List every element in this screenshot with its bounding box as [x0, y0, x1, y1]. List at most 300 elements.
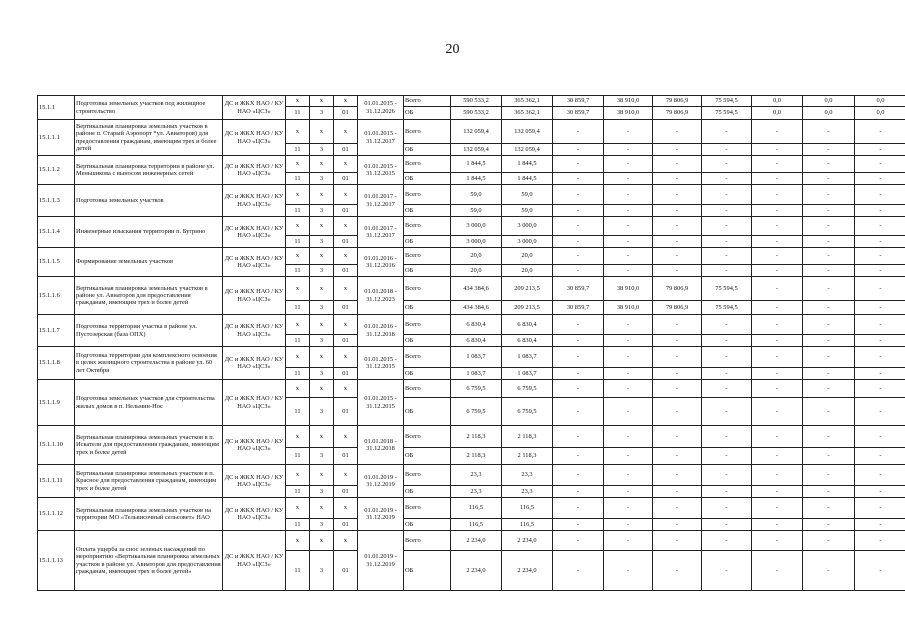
budget-code-a: 11 — [286, 519, 310, 531]
amount-cell: - — [752, 265, 803, 277]
amount-cell: - — [604, 173, 653, 185]
budget-code-b: 3 — [310, 265, 334, 277]
budget-code-c: x — [334, 217, 358, 236]
budget-code-a: 11 — [286, 265, 310, 277]
amount-cell: - — [604, 335, 653, 347]
amount-cell: - — [803, 205, 855, 217]
budget-code-b: x — [310, 120, 334, 144]
budget-table — [37, 95, 905, 591]
budget-code-c: x — [334, 531, 358, 551]
budget-code-b: x — [310, 217, 334, 236]
amount-cell: 6 759,5 — [502, 398, 553, 426]
budget-code-b: x — [310, 185, 334, 205]
budget-code-c: 01 — [334, 107, 358, 120]
budget-code-a: 11 — [286, 205, 310, 217]
amount-cell: 75 594,5 — [702, 277, 752, 301]
amount-cell: - — [803, 531, 855, 551]
amount-cell: 2 118,3 — [502, 426, 553, 448]
amount-cell: - — [553, 398, 604, 426]
amount-cell: - — [653, 315, 702, 335]
amount-cell: - — [803, 465, 855, 486]
item-name: Вертикальная планировка земельных участков в п. Красное для предоставления гражданам, имеющим трех и более детей — [75, 465, 223, 498]
item-period: 01.01.2017 - 31.12.2017 — [358, 217, 404, 248]
amount-cell: 116,5 — [451, 498, 502, 519]
item-code: 15.1.1.13 — [38, 531, 75, 591]
budget-code-a: x — [286, 498, 310, 519]
budget-code-a: 11 — [286, 335, 310, 347]
funding-source: Всего — [404, 465, 451, 486]
item-name: Подготовка земельных участков для строительства жилых домов в п. Нельмин-Нос — [75, 380, 223, 426]
amount-cell: - — [855, 236, 905, 248]
budget-code-a: x — [286, 120, 310, 144]
amount-cell: - — [553, 347, 604, 368]
amount-cell: 132 059,4 — [502, 144, 553, 156]
amount-cell: - — [702, 185, 752, 205]
amount-cell: 3 000,0 — [502, 236, 553, 248]
amount-cell: - — [604, 498, 653, 519]
amount-cell: 116,5 — [502, 519, 553, 531]
amount-cell: - — [553, 236, 604, 248]
item-period: 01.01.2015 - 31.12.2026 — [358, 96, 404, 120]
amount-cell: - — [604, 347, 653, 368]
budget-code-c: 01 — [334, 519, 358, 531]
amount-cell: - — [803, 248, 855, 265]
item-executor: ДС и ЖКХ НАО / КУ НАО «ЦСЗ» — [223, 531, 286, 591]
amount-cell: - — [702, 426, 752, 448]
funding-source: Всего — [404, 426, 451, 448]
amount-cell: - — [752, 236, 803, 248]
amount-cell: - — [702, 144, 752, 156]
amount-cell: 23,3 — [502, 465, 553, 486]
amount-cell: - — [653, 185, 702, 205]
amount-cell: - — [553, 173, 604, 185]
budget-code-b: 3 — [310, 107, 334, 120]
amount-cell: - — [752, 531, 803, 551]
funding-source: Всего — [404, 217, 451, 236]
item-name: Подготовка территории для комплексного освоения в целях жилищного строительства в районе ул. 60 лет Октября — [75, 347, 223, 380]
amount-cell: - — [604, 426, 653, 448]
funding-source: Всего — [404, 120, 451, 144]
amount-cell: 30 859,7 — [553, 107, 604, 120]
amount-cell: - — [604, 398, 653, 426]
budget-code-a: 11 — [286, 173, 310, 185]
amount-cell: - — [553, 315, 604, 335]
item-name: Вертикальная планировка земельных участков в районе ул. Авиаторов для предоставления гражданам, имеющим трех и более детей — [75, 277, 223, 315]
amount-cell: 59,0 — [502, 205, 553, 217]
amount-cell: - — [752, 120, 803, 144]
item-code: 15.1.1.6 — [38, 277, 75, 315]
funding-source: Всего — [404, 380, 451, 398]
budget-code-b: x — [310, 315, 334, 335]
amount-cell: - — [855, 156, 905, 173]
amount-cell: - — [855, 465, 905, 486]
budget-code-c: 01 — [334, 144, 358, 156]
amount-cell: - — [803, 144, 855, 156]
budget-code-a: 11 — [286, 551, 310, 591]
amount-cell: 6 759,5 — [451, 380, 502, 398]
amount-cell: - — [855, 498, 905, 519]
budget-code-a: x — [286, 426, 310, 448]
item-executor: ДС и ЖКХ НАО / КУ НАО «ЦСЗ» — [223, 96, 286, 120]
amount-cell: - — [653, 398, 702, 426]
amount-cell: 2 234,0 — [451, 551, 502, 591]
amount-cell: - — [752, 156, 803, 173]
amount-cell: 590 533,2 — [451, 96, 502, 107]
budget-code-b: 3 — [310, 173, 334, 185]
funding-source: Всего — [404, 347, 451, 368]
amount-cell: - — [752, 335, 803, 347]
budget-code-a: x — [286, 217, 310, 236]
table-row-total — [38, 248, 905, 265]
item-code: 15.1.1.1 — [38, 120, 75, 156]
amount-cell: - — [855, 217, 905, 236]
amount-cell: 59,0 — [502, 185, 553, 205]
amount-cell: - — [855, 368, 905, 380]
amount-cell: - — [653, 205, 702, 217]
amount-cell: - — [553, 486, 604, 498]
table-row-total — [38, 347, 905, 368]
amount-cell: - — [553, 426, 604, 448]
amount-cell: - — [653, 519, 702, 531]
amount-cell: 30 859,7 — [553, 301, 604, 315]
funding-source: Всего — [404, 156, 451, 173]
amount-cell: - — [855, 426, 905, 448]
budget-code-c: 01 — [334, 301, 358, 315]
amount-cell: - — [855, 173, 905, 185]
amount-cell: 30 859,7 — [553, 96, 604, 107]
funding-source: Всего — [404, 185, 451, 205]
amount-cell: - — [803, 173, 855, 185]
budget-code-b: 3 — [310, 486, 334, 498]
item-period: 01.01.2015 - 31.12.2017 — [358, 120, 404, 156]
amount-cell: - — [553, 531, 604, 551]
table-row-total — [38, 380, 905, 398]
budget-code-c: 01 — [334, 265, 358, 277]
budget-code-c: 01 — [334, 335, 358, 347]
amount-cell: - — [604, 120, 653, 144]
item-code: 15.1.1 — [38, 96, 75, 120]
amount-cell: - — [653, 426, 702, 448]
amount-cell: 20,0 — [451, 248, 502, 265]
amount-cell: - — [752, 426, 803, 448]
amount-cell: - — [752, 347, 803, 368]
budget-code-a: x — [286, 248, 310, 265]
amount-cell: 6 830,4 — [502, 335, 553, 347]
table-row-total — [38, 120, 905, 144]
item-executor: ДС и ЖКХ НАО / КУ НАО «ЦСЗ» — [223, 426, 286, 465]
item-executor: ДС и ЖКХ НАО / КУ НАО «ЦСЗ» — [223, 465, 286, 498]
amount-cell: - — [702, 551, 752, 591]
amount-cell: - — [553, 465, 604, 486]
amount-cell: 3 000,0 — [451, 217, 502, 236]
amount-cell: - — [702, 248, 752, 265]
amount-cell: - — [855, 551, 905, 591]
amount-cell: 116,5 — [502, 498, 553, 519]
amount-cell: - — [702, 335, 752, 347]
amount-cell: - — [553, 368, 604, 380]
amount-cell: - — [702, 205, 752, 217]
amount-cell: 434 384,6 — [451, 301, 502, 315]
amount-cell: - — [604, 380, 653, 398]
amount-cell: - — [855, 519, 905, 531]
funding-source: ОБ — [404, 551, 451, 591]
table-row-total — [38, 156, 905, 173]
budget-code-a: x — [286, 347, 310, 368]
amount-cell: - — [855, 248, 905, 265]
funding-source: Всего — [404, 498, 451, 519]
amount-cell: - — [604, 265, 653, 277]
budget-code-c: x — [334, 380, 358, 398]
amount-cell: - — [752, 185, 803, 205]
amount-cell: - — [553, 156, 604, 173]
budget-code-b: 3 — [310, 205, 334, 217]
amount-cell: - — [653, 551, 702, 591]
item-period: 01.01.2019 - 31.12.2019 — [358, 498, 404, 531]
amount-cell: 0,0 — [752, 107, 803, 120]
item-code: 15.1.1.10 — [38, 426, 75, 465]
amount-cell: 1 083,7 — [451, 368, 502, 380]
budget-code-c: x — [334, 277, 358, 301]
amount-cell: - — [803, 335, 855, 347]
amount-cell: - — [803, 519, 855, 531]
amount-cell: - — [653, 156, 702, 173]
amount-cell: - — [855, 144, 905, 156]
item-period: 01.01.2018 - 31.12.2023 — [358, 277, 404, 315]
amount-cell: - — [604, 448, 653, 465]
amount-cell: - — [803, 368, 855, 380]
budget-code-b: x — [310, 426, 334, 448]
amount-cell: - — [604, 185, 653, 205]
amount-cell: - — [604, 217, 653, 236]
amount-cell: - — [752, 173, 803, 185]
budget-code-b: 3 — [310, 551, 334, 591]
funding-source: Всего — [404, 315, 451, 335]
budget-code-b: x — [310, 347, 334, 368]
amount-cell: - — [553, 380, 604, 398]
item-name: Подготовка земельных участков под жилищное строительство — [75, 96, 223, 120]
amount-cell: - — [653, 531, 702, 551]
item-code: 15.1.1.5 — [38, 248, 75, 277]
budget-code-b: x — [310, 156, 334, 173]
amount-cell: - — [653, 173, 702, 185]
amount-cell: 6 830,4 — [451, 335, 502, 347]
amount-cell: - — [653, 368, 702, 380]
amount-cell: - — [604, 236, 653, 248]
table-row-total — [38, 498, 905, 519]
amount-cell: - — [803, 347, 855, 368]
table-row-total — [38, 96, 905, 107]
amount-cell: - — [803, 315, 855, 335]
budget-code-b: x — [310, 531, 334, 551]
amount-cell: 2 234,0 — [502, 551, 553, 591]
amount-cell: - — [553, 498, 604, 519]
budget-code-b: 3 — [310, 335, 334, 347]
amount-cell: - — [752, 398, 803, 426]
amount-cell: - — [553, 551, 604, 591]
amount-cell: 20,0 — [451, 265, 502, 277]
item-code: 15.1.1.3 — [38, 185, 75, 217]
item-executor: ДС и ЖКХ НАО / КУ НАО «ЦСЗ» — [223, 217, 286, 248]
budget-code-c: 01 — [334, 173, 358, 185]
item-code: 15.1.1.8 — [38, 347, 75, 380]
item-executor: ДС и ЖКХ НАО / КУ НАО «ЦСЗ» — [223, 156, 286, 185]
amount-cell: 38 910,0 — [604, 107, 653, 120]
budget-code-a: 11 — [286, 236, 310, 248]
amount-cell: - — [604, 248, 653, 265]
amount-cell: 3 000,0 — [451, 236, 502, 248]
amount-cell: - — [702, 347, 752, 368]
budget-code-a: x — [286, 185, 310, 205]
funding-source: ОБ — [404, 368, 451, 380]
amount-cell: - — [803, 426, 855, 448]
amount-cell: - — [855, 531, 905, 551]
amount-cell: - — [855, 277, 905, 301]
item-period: 01.01.2017 - 31.12.2017 — [358, 185, 404, 217]
budget-code-c: 01 — [334, 205, 358, 217]
amount-cell: - — [653, 265, 702, 277]
table-row-total — [38, 531, 905, 551]
budget-code-b: 3 — [310, 236, 334, 248]
amount-cell: - — [855, 380, 905, 398]
amount-cell: 365 362,1 — [502, 96, 553, 107]
amount-cell: 75 594,5 — [702, 96, 752, 107]
budget-code-a: 11 — [286, 368, 310, 380]
amount-cell: - — [702, 465, 752, 486]
funding-source: ОБ — [404, 107, 451, 120]
item-name: Вертикальная планировка территории в районе ул. Меньшикова с выносом инженерных сетей — [75, 156, 223, 185]
budget-code-b: 3 — [310, 301, 334, 315]
amount-cell: - — [653, 448, 702, 465]
budget-code-a: x — [286, 465, 310, 486]
amount-cell: 2 234,0 — [451, 531, 502, 551]
item-period: 01.01.2015 - 31.12.2015 — [358, 347, 404, 380]
funding-source: ОБ — [404, 519, 451, 531]
funding-source: ОБ — [404, 236, 451, 248]
amount-cell: - — [752, 205, 803, 217]
amount-cell: - — [803, 448, 855, 465]
amount-cell: - — [653, 335, 702, 347]
budget-code-a: 11 — [286, 107, 310, 120]
table-row-total — [38, 465, 905, 486]
amount-cell: - — [604, 465, 653, 486]
amount-cell: - — [803, 277, 855, 301]
amount-cell: - — [653, 347, 702, 368]
amount-cell: - — [553, 205, 604, 217]
budget-code-c: 01 — [334, 398, 358, 426]
amount-cell: - — [752, 301, 803, 315]
item-executor: ДС и ЖКХ НАО / КУ НАО «ЦСЗ» — [223, 277, 286, 315]
amount-cell: - — [702, 448, 752, 465]
item-code: 15.1.1.2 — [38, 156, 75, 185]
amount-cell: - — [553, 248, 604, 265]
amount-cell: 2 234,0 — [502, 531, 553, 551]
amount-cell: 590 533,2 — [451, 107, 502, 120]
amount-cell: 209 213,5 — [502, 277, 553, 301]
amount-cell: 38 910,0 — [604, 301, 653, 315]
amount-cell: - — [855, 486, 905, 498]
amount-cell: - — [803, 551, 855, 591]
item-name: Оплата ущерба за снос зеленых насаждений по мероприятию «Вертикальная планировка земельных участков в районе ул. Авиаторов для предоставления гражданам, имеющим трех и более детей» — [75, 531, 223, 591]
item-executor: ДС и ЖКХ НАО / КУ НАО «ЦСЗ» — [223, 185, 286, 217]
budget-code-b: 3 — [310, 519, 334, 531]
amount-cell: 38 910,0 — [604, 277, 653, 301]
funding-source: ОБ — [404, 301, 451, 315]
amount-cell: 132 059,4 — [451, 120, 502, 144]
amount-cell: - — [803, 185, 855, 205]
funding-source: ОБ — [404, 448, 451, 465]
amount-cell: - — [752, 498, 803, 519]
budget-code-b: 3 — [310, 448, 334, 465]
amount-cell: 59,0 — [451, 205, 502, 217]
amount-cell: - — [855, 398, 905, 426]
amount-cell: 1 844,5 — [451, 173, 502, 185]
amount-cell: - — [855, 265, 905, 277]
item-executor: ДС и ЖКХ НАО / КУ НАО «ЦСЗ» — [223, 120, 286, 156]
budget-code-a: x — [286, 531, 310, 551]
amount-cell: - — [653, 486, 702, 498]
budget-code-b: 3 — [310, 398, 334, 426]
budget-code-b: 3 — [310, 144, 334, 156]
amount-cell: - — [653, 380, 702, 398]
amount-cell: - — [702, 156, 752, 173]
budget-code-c: 01 — [334, 368, 358, 380]
amount-cell: - — [803, 120, 855, 144]
budget-code-b: x — [310, 248, 334, 265]
table-row-total — [38, 426, 905, 448]
amount-cell: 132 059,4 — [502, 120, 553, 144]
budget-code-a: x — [286, 277, 310, 301]
amount-cell: - — [803, 265, 855, 277]
budget-code-c: x — [334, 498, 358, 519]
amount-cell: 23,3 — [451, 465, 502, 486]
amount-cell: - — [604, 315, 653, 335]
amount-cell: 79 806,9 — [653, 277, 702, 301]
amount-cell: - — [855, 335, 905, 347]
amount-cell: 2 118,3 — [502, 448, 553, 465]
amount-cell: 0,0 — [752, 96, 803, 107]
amount-cell: 1 083,7 — [502, 368, 553, 380]
amount-cell: 0,0 — [855, 107, 905, 120]
amount-cell: - — [702, 236, 752, 248]
amount-cell: - — [752, 448, 803, 465]
page-number: 20 — [445, 42, 460, 57]
budget-code-a: x — [286, 315, 310, 335]
amount-cell: 1 844,5 — [502, 173, 553, 185]
amount-cell: 6 830,4 — [502, 315, 553, 335]
amount-cell: - — [553, 217, 604, 236]
amount-cell: - — [553, 519, 604, 531]
funding-source: ОБ — [404, 398, 451, 426]
amount-cell: - — [604, 368, 653, 380]
item-period: 01.01.2018 - 31.12.2018 — [358, 426, 404, 465]
amount-cell: - — [702, 265, 752, 277]
funding-source: Всего — [404, 531, 451, 551]
amount-cell: - — [604, 144, 653, 156]
budget-code-a: x — [286, 156, 310, 173]
budget-code-c: x — [334, 120, 358, 144]
amount-cell: - — [803, 380, 855, 398]
item-executor: ДС и ЖКХ НАО / КУ НАО «ЦСЗ» — [223, 498, 286, 531]
budget-code-b: x — [310, 498, 334, 519]
amount-cell: - — [752, 217, 803, 236]
amount-cell: - — [752, 368, 803, 380]
item-name: Инженерные изыскания территории п. Бугрино — [75, 217, 223, 248]
budget-code-a: 11 — [286, 448, 310, 465]
table-row-total — [38, 217, 905, 236]
amount-cell: 23,3 — [451, 486, 502, 498]
table-row-total — [38, 185, 905, 205]
budget-code-c: x — [334, 185, 358, 205]
